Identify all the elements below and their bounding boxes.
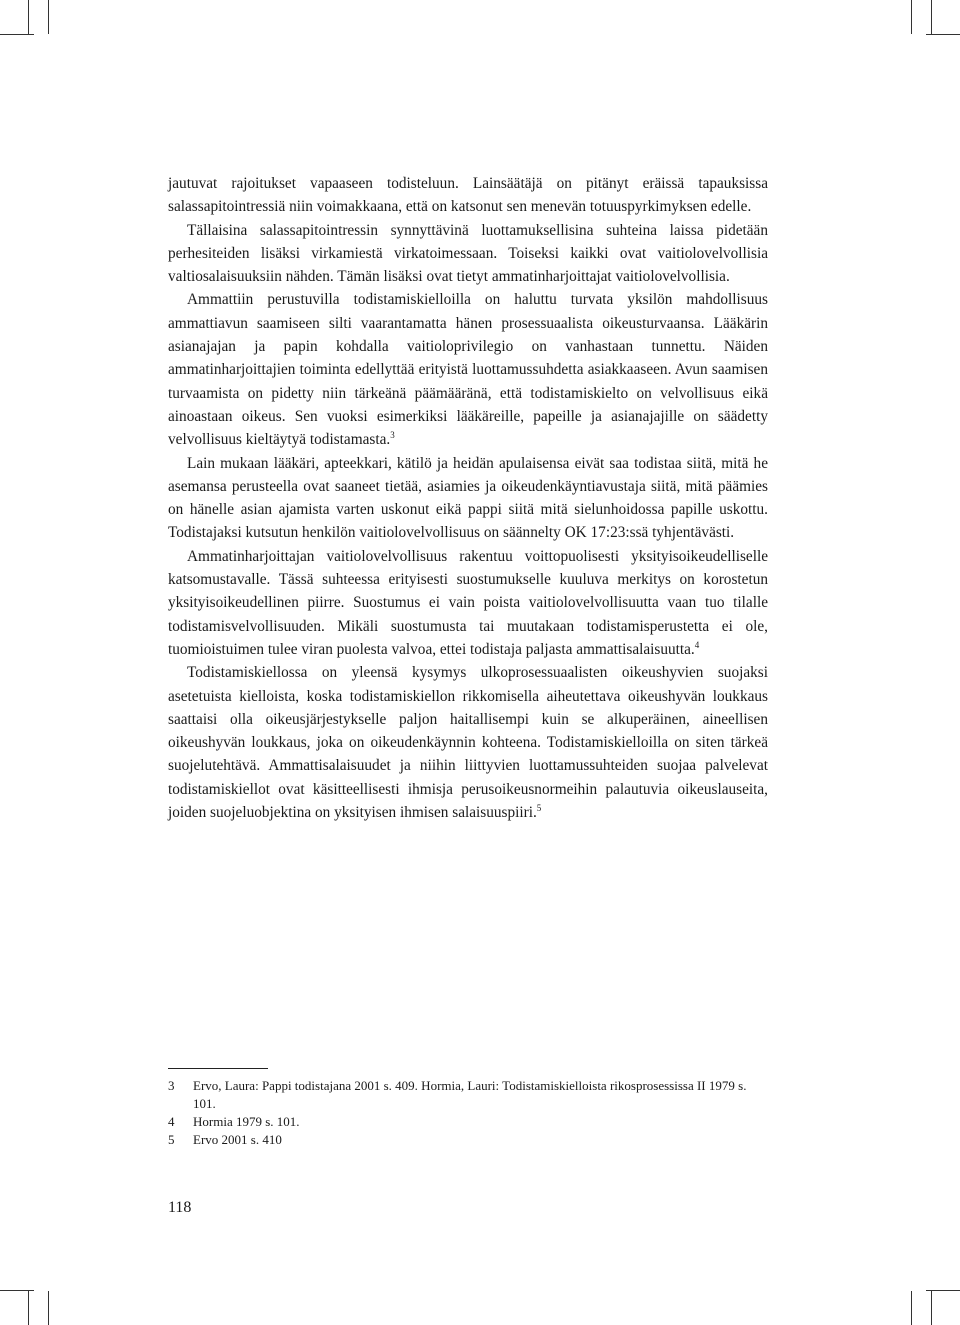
footnote-text: Ervo 2001 s. 410 [193,1132,282,1147]
footnote [168,1077,768,1113]
crop-mark-top-right-v1 [911,0,912,34]
crop-mark-top-left-v2 [48,0,49,34]
body-text [168,172,768,824]
footnotes [168,1077,768,1149]
footnote-reference: 5 [536,803,542,814]
crop-mark-top-right-h [926,34,960,35]
paragraph: jautuvat rajoitukset vapaaseen todisteluun. Lainsäätäjä on pitänyt eräissä tapauksissa salassapitointressiä niin voimakkaana, että on katsonut sen menevän totuuspyrkimyksen edelle. [168,175,768,216]
crop-mark-bottom-left-v1 [28,1291,29,1325]
paragraph: Tällaisina salassapitointressin synnyttävinä luottamuksellisina suhteina laissa pidetään perhesiteiden lisäksi virkamiestä virkatoimessaan. Toiseksi kaikki ovat vaitiolovelvollisia valtiosalaisuuksiin nähden. Tämän lisäksi ovat tietyt ammatinharjoittajat vaitiolovelvollisia. [168,221,768,286]
footnote [168,1113,768,1131]
crop-mark-bottom-right-h [926,1290,960,1291]
footnote-reference: 4 [694,639,700,650]
crop-mark-top-right-v2 [931,0,932,34]
footnote-number: 4 [168,1114,175,1129]
footnote-reference: 3 [390,430,395,441]
paragraph: Ammatinharjoittajan vaitiolovelvollisuus rakentuu voittopuolisesti yksityisoikeudelliselle katsomustavalle. Tässä suhteessa erityisesti suostumukselle kuuluva merkitys on korostetun yksityisoikeudellinen piirre. Suostumus ei vain poista vaitiolovelvollisuutta vaan tuo tilalle todistamisvelvollisuuden. Mikäli suostumusta tai muutakaan todistamisperustetta ei ole, tuomioistuimen tulee viran puolesta valvoa, ettei todistaja paljasta ammattisalaisuutta.$^4$ [168,547,768,658]
paragraph: Todistamiskiellossa on yleensä kysymys ulkoprosessuaalisten oikeushyvien suojaksi asetetuista kielloista, koska todistamiskiellon rikkomisella aiheutettava oikeushyvän loukkaus saattaisi olla oikeusjärjestykselle paljon haitallisempi kuin se alkuperäinen, aineellisen oikeushyvän loukkaus, joka on oikeudenkäynnin kohteena. Todistamiskielloilla on siten tärkeä suojelutehtävä. Ammattisalaisuudet ja niihin liittyvien luottamussuhteiden suojaa palvelevat todistamiskiellot ovat käsitteellisesti ihmisja perusoikeusnormeihin palautuvia oikeuslauseita, joiden suojeluobjektina on yksityisen ihmisen salaisuuspiiri.$^5$ [168,664,768,822]
crop-mark-bottom-left-v2 [48,1291,49,1325]
footnote-text: Hormia 1979 s. 101. [193,1114,300,1129]
crop-mark-bottom-left-h [0,1290,34,1291]
crop-mark-top-left-h [0,34,34,35]
footnote-text: Ervo, Laura: Pappi todistajana 2001 s. 409. Hormia, Lauri: Todistamiskielloista rikosprosessissa II 1979 s. 101. [193,1078,747,1111]
paragraph: Lain mukaan lääkäri, apteekkari, kätilö ja heidän apulaisensa eivät saa todistaa siitä, mitä he asemansa perusteella ovat saaneet tietää, asiamies ja oikeudenkäyntiavustaja siitä, mitä päämies on hänelle asian ajamista varten uskonut eikä pappi siitä mitä sielunhoidossa papille uskottu. Todistajaksi kutsutun henkilön vaitiolovelvollisuus on säännelty OK 17:23:ssä tyhjentävästi. [168,454,768,542]
paragraph: Ammattiin perustuvilla todistamiskielloilla on haluttu turvata yksilön mahdollisuus ammattiavun saamiseen silti vaarantamatta hänen prosessuaalista oikeusturvaansa. Lääkärin asianajajan ja papin kohdalla vaitioloprivilegio on vanhastaan tunnettu. Näiden ammatinharjoittajien toiminta edellyttää erityistä luottamussuhdetta asiakkaaseen. Avun saamisen turvaamista on pidetty niin tärkeänä päämääränä, että todistamiskielto on velvollisuus eikä ainoastaan oikeus. Sen vuoksi esimerkiksi lääkäreille, papeille ja asianajajille on säädetty velvollisuus kieltäytyä todistamasta.$^3$ [168,291,768,449]
footnote [168,1131,768,1149]
footnote-number: 3 [168,1078,175,1093]
page-number: 118 [168,1199,192,1216]
footnote-number: 5 [168,1132,175,1147]
crop-mark-bottom-right-v2 [931,1291,932,1325]
crop-mark-bottom-right-v1 [911,1291,912,1325]
crop-mark-top-left-v1 [28,0,29,34]
footnote-divider [168,1068,268,1069]
